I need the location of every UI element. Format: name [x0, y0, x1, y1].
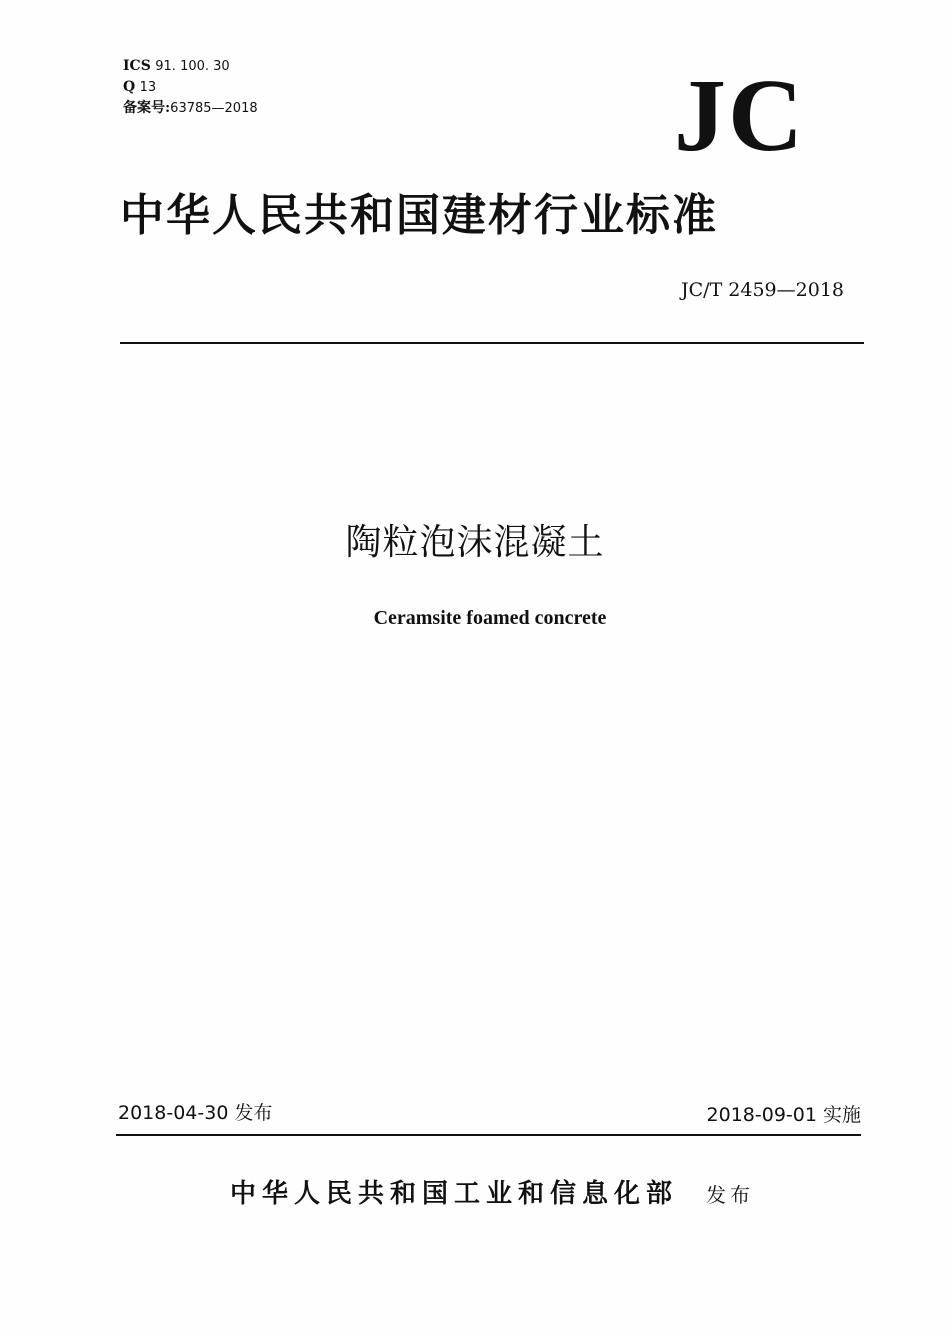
document-title-chinese: 陶粒泡沫混凝土	[345, 522, 605, 563]
record-line	[123, 98, 258, 119]
implementation-date: 2018-09-01 实施	[706, 1104, 861, 1126]
class-value: 13	[139, 80, 157, 95]
jc-logo: JC	[674, 58, 806, 173]
ics-line	[123, 56, 258, 77]
record-value: 63785—2018	[170, 101, 258, 116]
ics-label: ICS	[123, 58, 151, 74]
standard-number: JC/T 2459—2018	[681, 279, 844, 301]
document-title-english: Ceramsite foamed concrete	[373, 607, 607, 629]
publisher-action: 发布	[706, 1183, 754, 1207]
ics-value: 91. 100. 30	[155, 59, 230, 74]
bottom-divider	[116, 1134, 861, 1136]
class-line	[123, 77, 258, 98]
classification-block	[123, 56, 258, 119]
top-divider	[120, 342, 864, 344]
class-label: Q	[123, 79, 136, 95]
publisher-name: 中华人民共和国工业和信息化部	[230, 1179, 679, 1209]
record-label: 备案号:	[123, 100, 171, 116]
issuer-title: 中华人民共和国建材行业标准	[120, 190, 718, 241]
issue-date: 2018-04-30 发布	[118, 1102, 273, 1124]
